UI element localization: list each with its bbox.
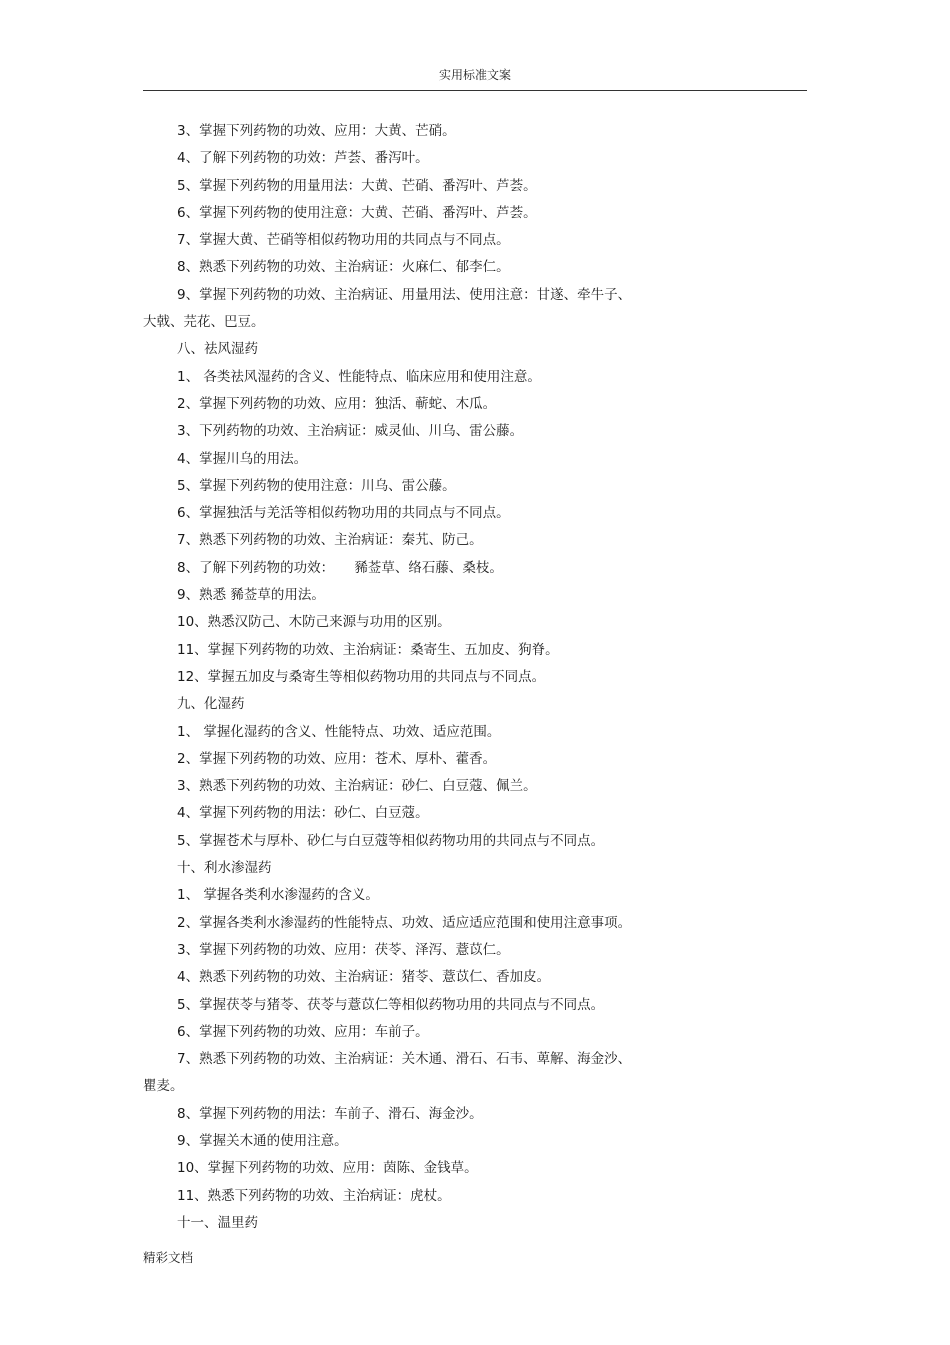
text-line: 1、 各类祛风湿药的含义、性能特点、临床应用和使用注意。 — [177, 368, 541, 385]
text-line: 十、利水渗湿药 — [177, 860, 272, 877]
text-line: 2、掌握下列药物的功效、应用：独活、蕲蛇、木瓜。 — [177, 395, 497, 412]
text-line: 11、掌握下列药物的功效、主治病证：桑寄生、五加皮、狗脊。 — [177, 641, 559, 658]
text-line: 九、化湿药 — [177, 696, 245, 713]
text-line: 3、下列药物的功效、主治病证：威灵仙、川乌、雷公藤。 — [177, 423, 524, 440]
text-line: 2、掌握下列药物的功效、应用：苍术、厚朴、藿香。 — [177, 750, 497, 767]
text-line: 4、熟悉下列药物的功效、主治病证：猪苓、薏苡仁、香加皮。 — [177, 969, 551, 986]
text-line: 12、掌握五加皮与桑寄生等相似药物功用的共同点与不同点。 — [177, 668, 546, 685]
text-line: 瞿麦。 — [143, 1078, 184, 1095]
text-line: 4、掌握川乌的用法。 — [177, 450, 308, 467]
page-header: 实用标准文案 — [438, 68, 511, 82]
text-line: 5、掌握苍术与厚朴、砂仁与白豆蔻等相似药物功用的共同点与不同点。 — [177, 832, 605, 849]
text-line: 7、熟悉下列药物的功效、主治病证：关木通、滑石、石韦、萆解、海金沙、 — [177, 1051, 632, 1068]
text-line: 2、掌握各类利水渗湿药的性能特点、功效、适应适应范围和使用注意事项。 — [177, 914, 632, 931]
text-line: 8、熟悉下列药物的功效、主治病证：火麻仁、郁李仁。 — [177, 259, 510, 276]
text-line: 11、熟悉下列药物的功效、主治病证：虎杖。 — [177, 1187, 451, 1204]
text-line: 10、掌握下列药物的功效、应用：茵陈、金钱草。 — [177, 1160, 478, 1177]
text-line: 十一、温里药 — [177, 1214, 258, 1231]
text-line: 大戟、芫花、巴豆。 — [143, 314, 265, 331]
text-line: 7、掌握大黄、芒硝等相似药物功用的共同点与不同点。 — [177, 232, 510, 249]
text-line: 八、祛风湿药 — [177, 341, 258, 358]
text-line: 10、熟悉汉防己、木防己来源与功用的区别。 — [177, 614, 451, 631]
text-line: 9、掌握关木通的使用注意。 — [177, 1132, 348, 1149]
text-line: 8、掌握下列药物的用法：车前子、滑石、海金沙。 — [177, 1105, 483, 1122]
text-line: 5、掌握下列药物的使用注意：川乌、雷公藤。 — [177, 477, 456, 494]
text-line: 3、熟悉下列药物的功效、主治病证：砂仁、白豆蔻、佩兰。 — [177, 778, 537, 795]
text-line: 3、掌握下列药物的功效、应用：大黄、芒硝。 — [177, 123, 456, 139]
text-line: 6、掌握下列药物的使用注意：大黄、芒硝、番泻叶、芦荟。 — [177, 204, 537, 221]
header-divider — [143, 90, 807, 91]
text-line: 5、掌握下列药物的用量用法：大黄、芒硝、番泻叶、芦荟。 — [177, 177, 537, 194]
text-line: 1、 掌握各类利水渗湿药的含义。 — [177, 887, 379, 904]
text-line: 7、熟悉下列药物的功效、主治病证：秦艽、防己。 — [177, 532, 483, 549]
text-line: 3、掌握下列药物的功效、应用：茯苓、泽泻、薏苡仁。 — [177, 941, 510, 958]
text-line: 9、熟悉 豨莶草的用法。 — [177, 587, 325, 604]
text-line: 4、了解下列药物的功效：芦荟、番泻叶。 — [177, 150, 429, 167]
text-line: 9、掌握下列药物的功效、主治病证、用量用法、使用注意：甘遂、牵牛子、 — [177, 286, 632, 303]
text-line: 1、 掌握化湿药的含义、性能特点、功效、适应范围。 — [177, 723, 501, 740]
text-line: 6、掌握下列药物的功效、应用：车前子。 — [177, 1023, 429, 1040]
text-line: 8、了解下列药物的功效： 豨莶草、络石藤、桑枝。 — [177, 559, 503, 576]
text-line: 4、掌握下列药物的用法：砂仁、白豆蔻。 — [177, 805, 429, 822]
page-footer: 精彩文档 — [143, 1250, 194, 1265]
text-line: 6、掌握独活与羌活等相似药物功用的共同点与不同点。 — [177, 505, 510, 522]
document-body — [143, 118, 683, 1237]
text-line: 5、掌握茯苓与猪苓、茯苓与薏苡仁等相似药物功用的共同点与不同点。 — [177, 996, 605, 1013]
